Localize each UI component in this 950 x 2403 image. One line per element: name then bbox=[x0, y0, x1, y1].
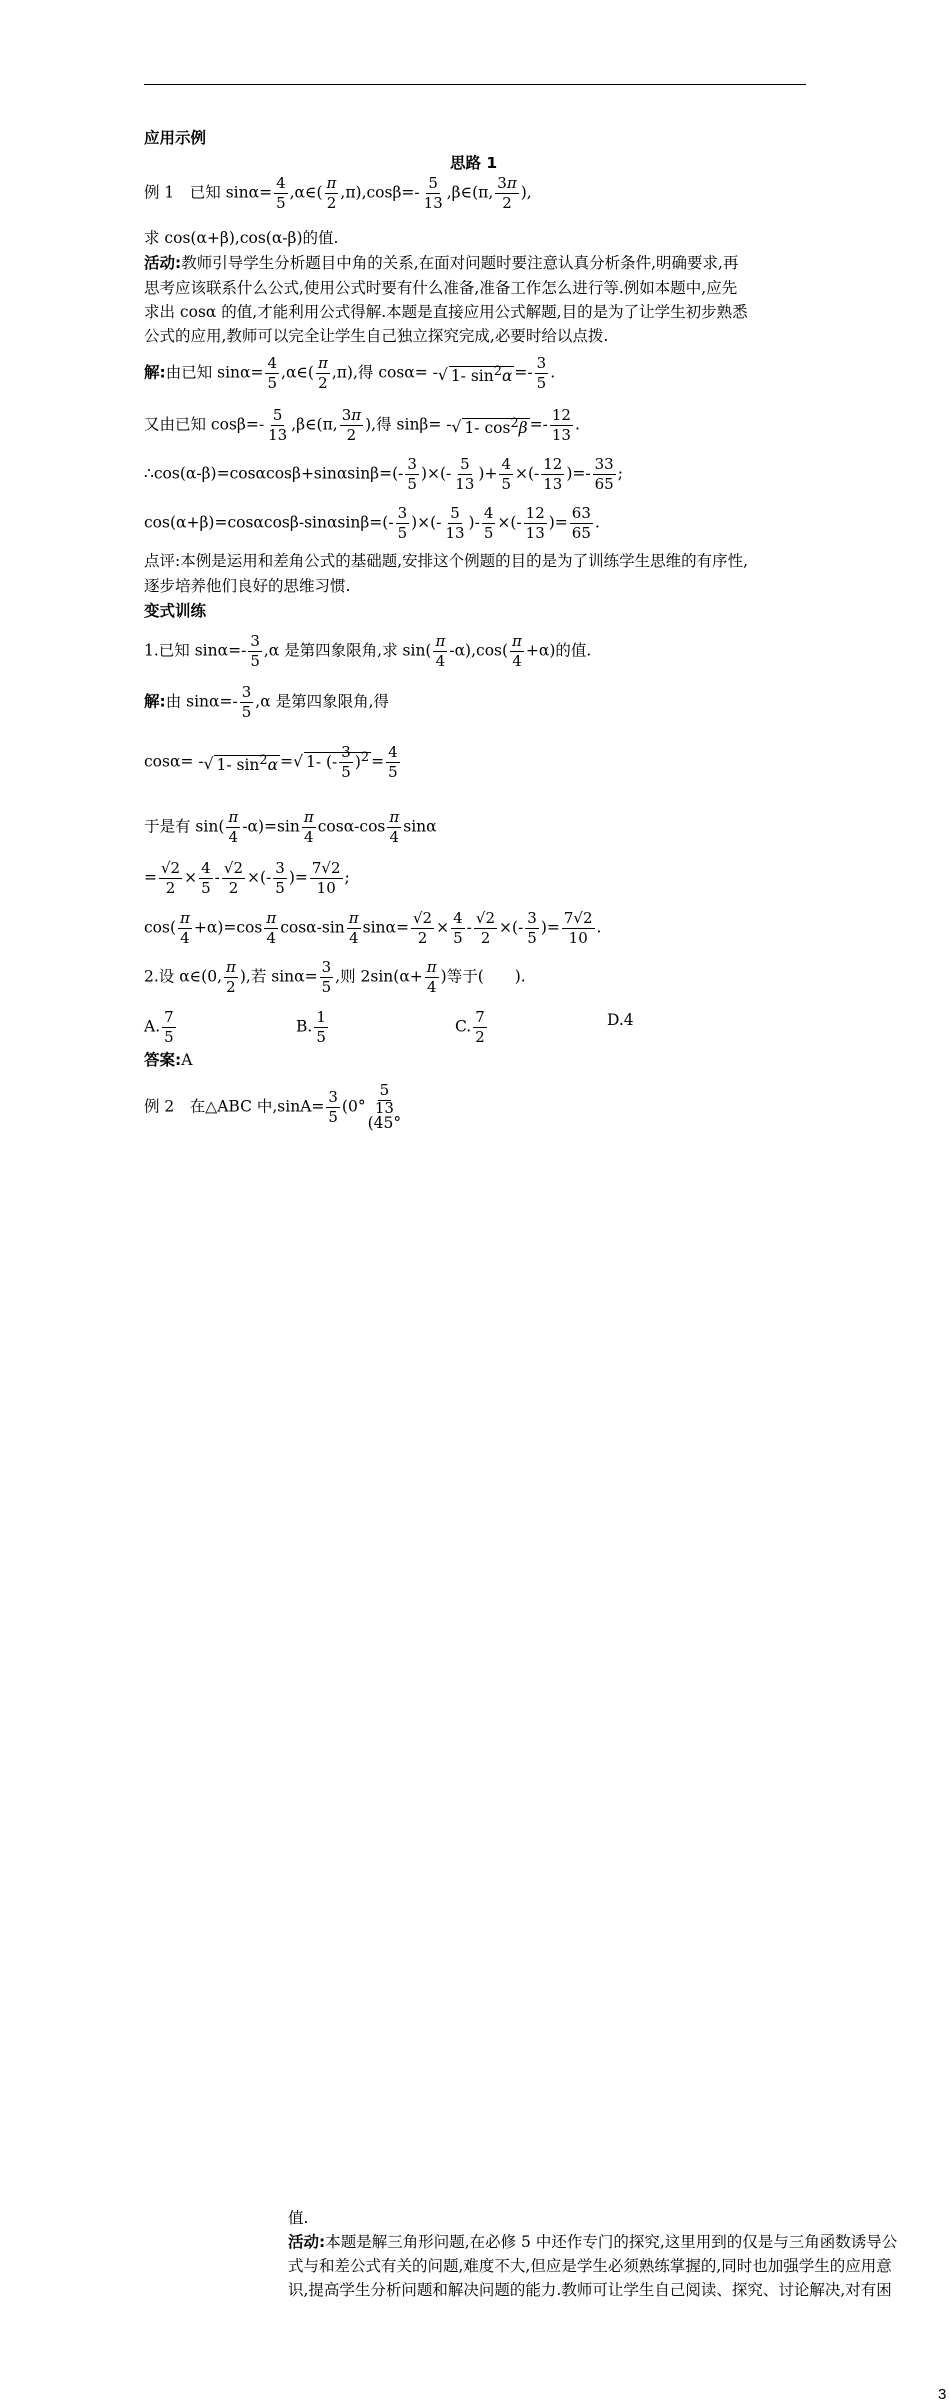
activity-1-line-4: 公式的应用,教师可以完全让学生自己独立探究完成,必要时给以点拨. bbox=[144, 327, 609, 345]
example-2-statement: 例 2 在△ABC 中,sinA= $\frac{3}{5}$ (0° 5 13 (45° 值. 活动:本题是解三角形问题,在必修 5 中还作专门的探究,这里用到的仅是与三角函数诱导公 式与和差公式有关的问题,难度不大,但应是学生必须熟练掌握的,同时也加强学生的应用意 识,提高学生分析问题和解决问题的能力.教师可让学生自己阅读、探究、讨论解决,对有困 3 bbox=[144, 1081, 947, 2403]
variant-question-2: 2.设 α∈(0, $\frac{\pi}{2}$ ),若 sinα= $\frac{3}{5}$ ,则 2sin(α+ $\frac{\pi}{4}$ )等于( ). bbox=[144, 958, 526, 996]
solution-1-line-2: 又由已知 cosβ=- $\frac{5}{13}$ ,β∈(π, $\frac{3\pi}{2}$ ),得 sinβ= -√ 1- $\cos^2\beta$ =- $\frac{12}{13}$ . bbox=[144, 406, 580, 444]
option-b: B. $\frac{1}{5}$ bbox=[296, 1008, 326, 1046]
page-number: 3 bbox=[938, 2386, 947, 2403]
section-title: 应用示例 bbox=[144, 129, 207, 147]
comment-line-1: 点评:本例是运用和差角公式的基础题,安排这个例题的目的是为了训练学生思维的有序性, bbox=[144, 552, 749, 570]
option-c: C. $\frac{7}{2}$ bbox=[455, 1008, 485, 1046]
answer-line: 答案:A bbox=[144, 1051, 193, 1069]
variant-title: 变式训练 bbox=[144, 602, 207, 620]
comment-line-2: 逐步培养他们良好的思维习惯. bbox=[144, 577, 351, 595]
header-rule bbox=[144, 84, 806, 85]
example-1-statement: 例 1 已知 sinα= $\frac{4}{5}$ ,α∈( $\frac{\pi}{2}$ ,π),cosβ=- $\frac{5}{13}$ ,β∈(π, $\frac{3\pi}{2}$ ), bbox=[144, 174, 532, 212]
option-d: D.4 bbox=[607, 1011, 634, 1029]
solution-1-line-4: cos(α+β)=cosαcosβ-sinαsinβ=(- $\frac{3}{5}$ )×(- $\frac{5}{13}$ )- $\frac{4}{5}$ ×(- $\frac{12}{13}$ )= $\frac{63}{65}$ . bbox=[144, 504, 600, 542]
example-2-line-2: 值. bbox=[288, 2209, 309, 2227]
activity-1-line-1: 活动:教师引导学生分析题目中角的关系,在面对问题时要注意认真分析条件,明确要求,再 bbox=[144, 254, 739, 272]
solution-1-line-1: 解:由已知 sinα= $\frac{4}{5}$ ,α∈( $\frac{\pi}{2}$ ,π),得 cosα= -√ 1- $\sin^2\alpha$ =- $\frac{3}{5}$ . bbox=[144, 354, 556, 392]
activity-2-line-3: 识,提高学生分析问题和解决问题的能力.教师可让学生自己阅读、探究、讨论解决,对有困 bbox=[288, 2281, 892, 2299]
example-1-question: 求 cos(α+β),cos(α-β)的值. bbox=[144, 229, 339, 247]
variant-solution-1-line-1: 解:由 sinα=- $\frac{3}{5}$ ,α 是第四象限角,得 bbox=[144, 683, 390, 721]
option-a: A. $\frac{7}{5}$ bbox=[144, 1008, 174, 1046]
variant-solution-1-line-2: cosα= -√ 1- $\sin^2\alpha$ =√ 1- (- $\frac{3}{5}$ )$^2$ = $\frac{4}{5}$ bbox=[144, 743, 398, 781]
variant-question-1: 1.已知 sinα=- $\frac{3}{5}$ ,α 是第四象限角,求 sin( $\frac{\pi}{4}$ -α),cos( $\frac{\pi}{4}$ +α)的值. bbox=[144, 632, 592, 670]
activity-1-line-3: 求出 cosα 的值,才能利用公式得解.本题是直接应用公式解题,目的是为了让学生初步熟悉 bbox=[144, 303, 748, 321]
activity-1-line-2: 思考应该联系什么公式,使用公式时要有什么准备,准备工作怎么进行等.例如本题中,应先 bbox=[144, 279, 738, 297]
sub-title: 思路 1 bbox=[450, 154, 498, 172]
solution-1-line-3: ∴cos(α-β)=cosαcosβ+sinαsinβ=(- $\frac{3}{5}$ )×(- $\frac{5}{13}$ )+ $\frac{4}{5}$ ×(- $\frac{12}{13}$ )=- $\frac{33}{65}$ ; bbox=[144, 455, 623, 493]
variant-solution-1-line-3: 于是有 sin( $\frac{\pi}{4}$ -α)=sin $\frac{\pi}{4}$ cosα-cos $\frac{\pi}{4}$ sinα bbox=[144, 808, 437, 846]
activity-2-line-2: 式与和差公式有关的问题,难度不大,但应是学生必须熟练掌握的,同时也加强学生的应用意 bbox=[288, 2257, 892, 2275]
activity-2-line-1: 活动:本题是解三角形问题,在必修 5 中还作专门的探究,这里用到的仅是与三角函数诱导公 bbox=[288, 2233, 898, 2251]
variant-solution-1-line-4: = $\frac{√2}{2}$ × $\frac{4}{5}$ - $\frac{√2}{2}$ ×(- $\frac{3}{5}$ )= $\frac{7√2}{10}$ ; bbox=[144, 859, 350, 897]
variant-solution-1-line-5: cos( $\frac{\pi}{4}$ +α)=cos $\frac{\pi}{4}$ cosα-sin $\frac{\pi}{4}$ sinα= $\frac{√2}{2}$ × $\frac{4}{5}$ - $\frac{√2}{2}$ ×(- $\frac{3}{5}$ )= $\frac{7√2}{10}$ . bbox=[144, 909, 602, 947]
